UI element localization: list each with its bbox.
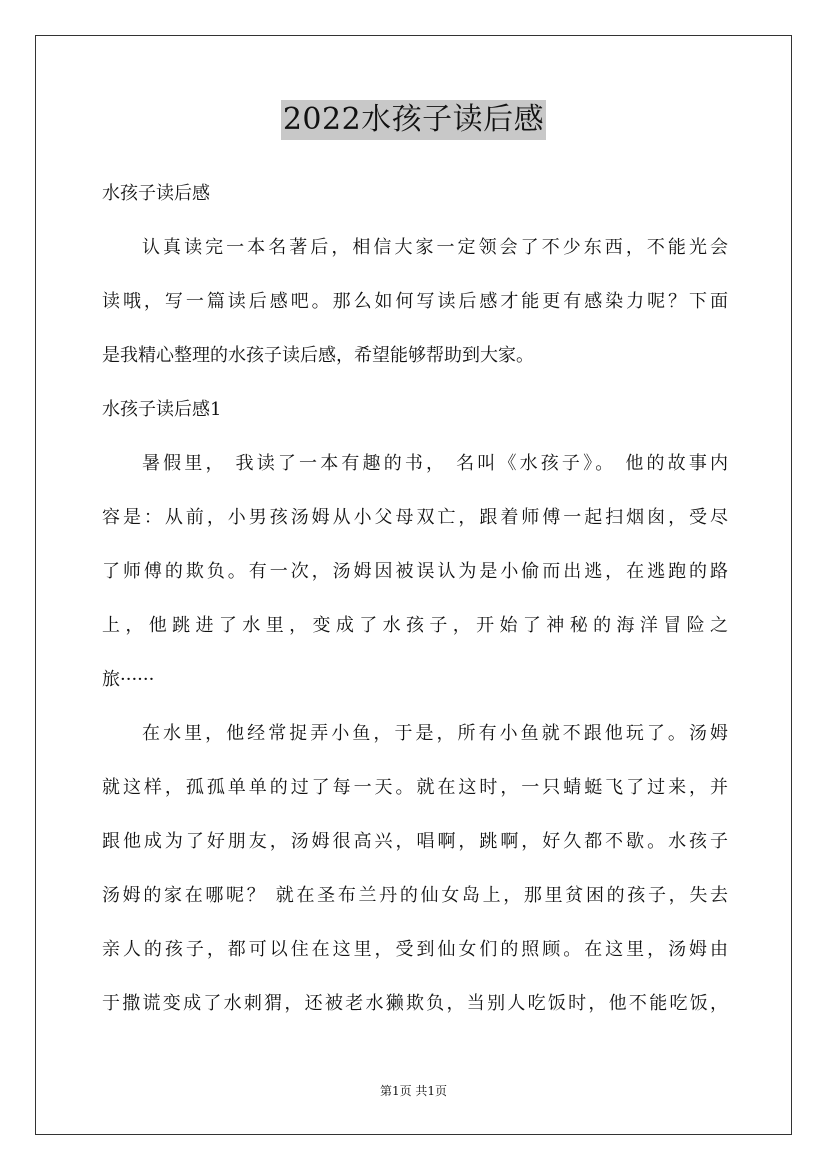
text-line: 读哦，写一篇读后感吧。那么如何写读后感才能更有感染力呢？下面 <box>102 291 728 312</box>
text-line: 在水里，他经常捉弄小鱼，于是，所有小鱼就不跟他玩了。汤姆 <box>142 723 728 744</box>
text-line: 旅······ <box>102 669 155 690</box>
title-container <box>0 100 827 140</box>
text-line: 跟他成为了好朋友，汤姆很高兴，唱啊，跳啊，好久都不歇。水孩子 <box>102 831 728 852</box>
page-footer: 第1页 共1页 <box>379 1084 448 1098</box>
text-line: 容是：从前，小男孩汤姆从小父母双亡，跟着师傅一起扫烟囱，受尽 <box>102 507 728 528</box>
text-line: 就这样，孤孤单单的过了每一天。就在这时，一只蜻蜓飞了过来，并 <box>102 777 728 798</box>
text-line: 是我精心整理的水孩子读后感，希望能够帮助到大家。 <box>102 345 534 366</box>
text-line: 于撒谎变成了水刺猬，还被老水獭欺负，当别人吃饭时，他不能吃饭， <box>102 993 728 1014</box>
text-line: 上，他跳进了水里，变成了水孩子，开始了神秘的海洋冒险之 <box>102 615 728 636</box>
document-title: 2022水孩子读后感 <box>281 100 546 140</box>
text-line: 认真读完一本名著后，相信大家一定领会了不少东西，不能光会 <box>142 237 728 258</box>
text-line: 了师傅的欺负。有一次，汤姆因被误认为是小偷而出逃，在逃跑的路 <box>102 561 728 582</box>
document-body <box>102 167 728 1031</box>
text-line: 暑假里， 我读了一本有趣的书， 名叫《水孩子》。 他的故事内 <box>142 453 728 474</box>
text-line: 水孩子读后感 <box>102 183 210 204</box>
text-line: 水孩子读后感1 <box>102 399 222 420</box>
text-line: 亲人的孩子，都可以住在这里，受到仙女们的照顾。在这里，汤姆由 <box>102 939 728 960</box>
text-line: 汤姆的家在哪呢？ 就在圣布兰丹的仙女岛上，那里贫困的孩子，失去 <box>102 885 728 906</box>
